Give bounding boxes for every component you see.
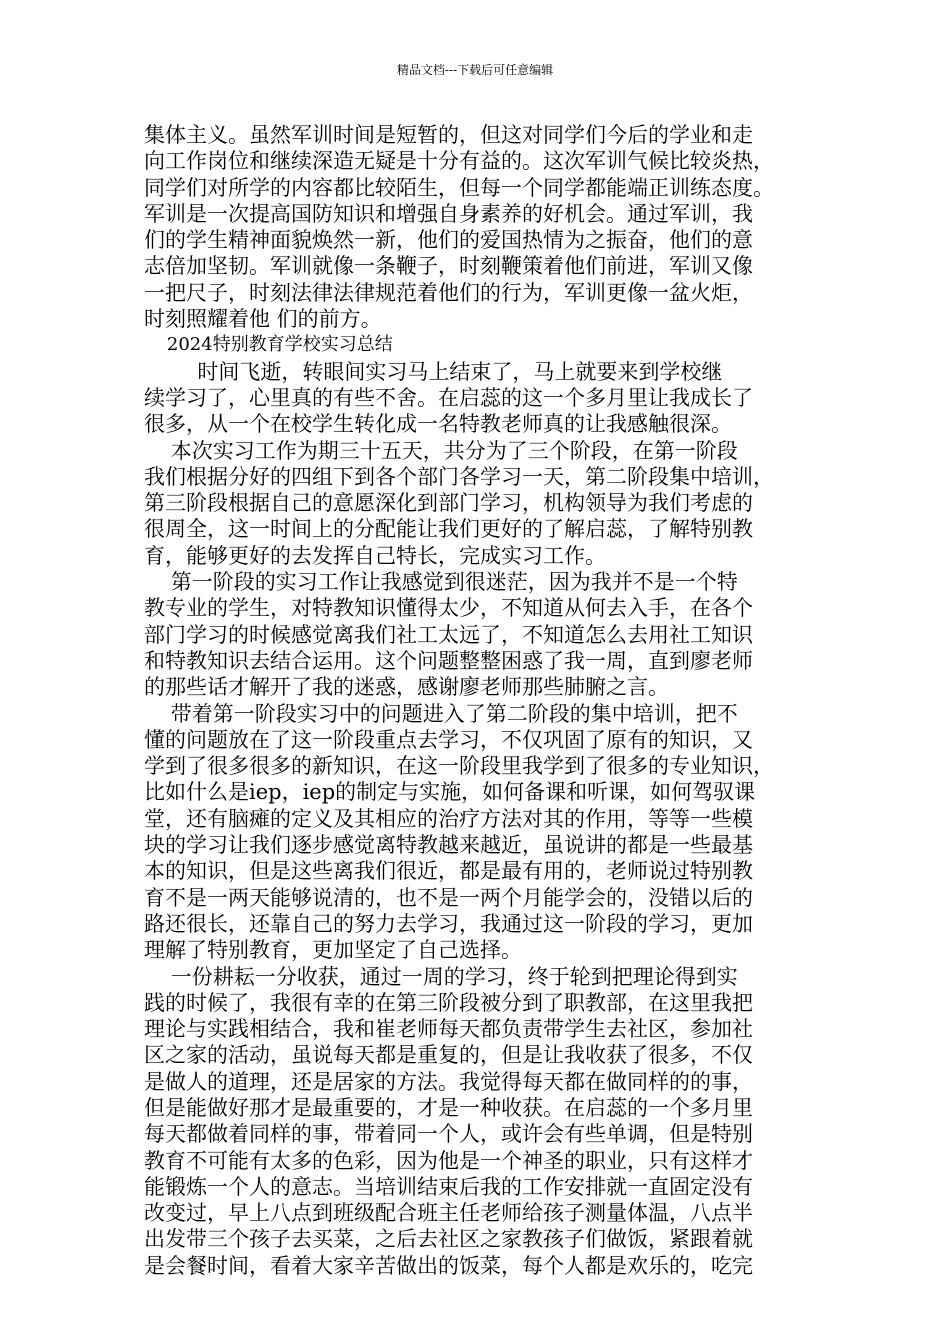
text-line: 时间飞逝，转眼间实习马上结束了，马上就要来到学校继 [144, 359, 723, 384]
text-line: 续学习了，心里真的有些不舍。在启蕊的这一个多月里让我成长了 [144, 385, 753, 410]
text-line: 出发带三个孩子去买菜，之后去社区之家教孩子们做饭，紧跟着就 [144, 1227, 753, 1252]
text-line: 一把尺子，时刻法律法律规范着他们的行为，军训更像一盆火炬， [144, 280, 753, 305]
text-line: 集体主义。虽然军训时间是短暂的，但这对同学们今后的学业和走 [144, 123, 753, 147]
text-line: 一份耕耘一分收获，通过一周的学习，终于轮到把理论得到实 [144, 964, 738, 989]
text-line: 路还很长，还靠自己的努力去学习，我通过这一阶段的学习，更加 [144, 911, 753, 936]
text-line: 教育不可能有太多的色彩，因为他是一个神圣的职业，只有这样才 [144, 1148, 753, 1173]
text-line: 懂的问题放在了这一阶段重点去学习，不仅巩固了原有的知识，又 [144, 727, 753, 752]
text-line: 时刻照耀着他 们的前方。 [144, 307, 382, 332]
text-line: 带着第一阶段实习中的问题进入了第二阶段的集中培训，把不 [144, 701, 738, 726]
text-line: 育不是一两天能够说清的，也不是一两个月能学会的，没错以后的 [144, 885, 753, 910]
text-line: 同学们对所学的内容都比较陌生，但每一个同学都能端正训练态度。 [144, 175, 774, 200]
text-line: 和特教知识去结合运用。这个问题整整困惑了我一周，直到廖老师 [144, 648, 753, 673]
text-line: 本次实习工作为期三十五天，共分为了三个阶段，在第一阶段 [144, 438, 738, 463]
text-line: 区之家的活动，虽说每天都是重复的，但是让我收获了很多，不仅 [144, 1043, 753, 1068]
document-body [144, 122, 820, 1279]
text-line: 理论与实践相结合，我和崔老师每天都负责带学生去社区，参加社 [144, 1017, 753, 1042]
text-line: 但是能做好那才是最重要的，才是一种收获。在启蕊的一个多月里 [144, 1095, 753, 1120]
text-line: 我们根据分好的四组下到各个部门各学习一天，第二阶段集中培训， [144, 464, 774, 489]
text-line: 们的学生精神面貌焕然一新，他们的爱国热情为之振奋，他们的意 [144, 228, 753, 253]
text-line: 第三阶段根据自己的意愿深化到部门学习，机构领导为我们考虑的 [144, 491, 753, 516]
text-line: 践的时候了，我很有幸的在第三阶段被分到了职教部，在这里我把 [144, 990, 753, 1015]
text-line: 学到了很多很多的新知识，在这一阶段里我学到了很多的专业知识， [144, 754, 774, 779]
page-header: 精品文档---下载后可任意编辑 [396, 63, 554, 77]
text-line: 的那些话才解开了我的迷惑，感谢廖老师那些肺腑之言。 [144, 675, 669, 700]
text-line: 改变过，早上八点到班级配合班主任老师给孩子测量体温，八点半 [144, 1201, 753, 1226]
text-line: 每天都做着同样的事，带着同一个人，或许会有些单调，但是特别 [144, 1122, 753, 1147]
text-line: 军训是一次提高国防知识和增强自身素养的好机会。通过军训，我 [144, 201, 753, 226]
text-line: 向工作岗位和继续深造无疑是十分有益的。这次军训气候比较炎热， [144, 149, 774, 174]
text-line: 是会餐时间，看着大家辛苦做出的饭菜，每个人都是欢乐的，吃完 [144, 1253, 753, 1278]
text-line: 块的学习让我们逐步感觉离特教越来越近，虽说讲的都是一些最基 [144, 833, 753, 858]
text-line: 第一阶段的实习工作让我感觉到很迷茫，因为我并不是一个特 [144, 570, 738, 595]
text-line: 本的知识，但是这些离我们很近，都是最有用的，老师说过特别教 [144, 859, 753, 884]
section-title: 2024特别教育学校实习总结 [144, 334, 393, 356]
text-line: 比如什么是iep，iep的制定与实施，如何备课和听课，如何驾驭课 [144, 780, 756, 805]
text-line: 部门学习的时候感觉离我们社工太远了，不知道怎么去用社工知识 [144, 622, 753, 647]
text-line: 很周全，这一时间上的分配能让我们更好的了解启蕊，了解特别教 [144, 517, 753, 542]
text-line: 理解了特别教育，更加坚定了自己选择。 [144, 938, 522, 963]
text-line: 是做人的道理，还是居家的方法。我觉得每天都在做同样的的事， [144, 1069, 753, 1094]
text-line: 育，能够更好的去发挥自己特长，完成实习工作。 [144, 543, 606, 568]
text-line: 能锻炼一个人的意志。当培训结束后我的工作安排就一直固定没有 [144, 1174, 753, 1199]
text-line: 志倍加坚韧。军训就像一条鞭子，时刻鞭策着他们前进，军训又像 [144, 254, 753, 279]
text-line: 很多，从一个在校学生转化成一名特教老师真的让我感触很深。 [144, 412, 732, 437]
text-line: 堂，还有脑瘫的定义及其相应的治疗方法对其的作用，等等一些模 [144, 806, 753, 831]
text-line: 教专业的学生，对特教知识懂得太少，不知道从何去入手，在各个 [144, 596, 753, 621]
